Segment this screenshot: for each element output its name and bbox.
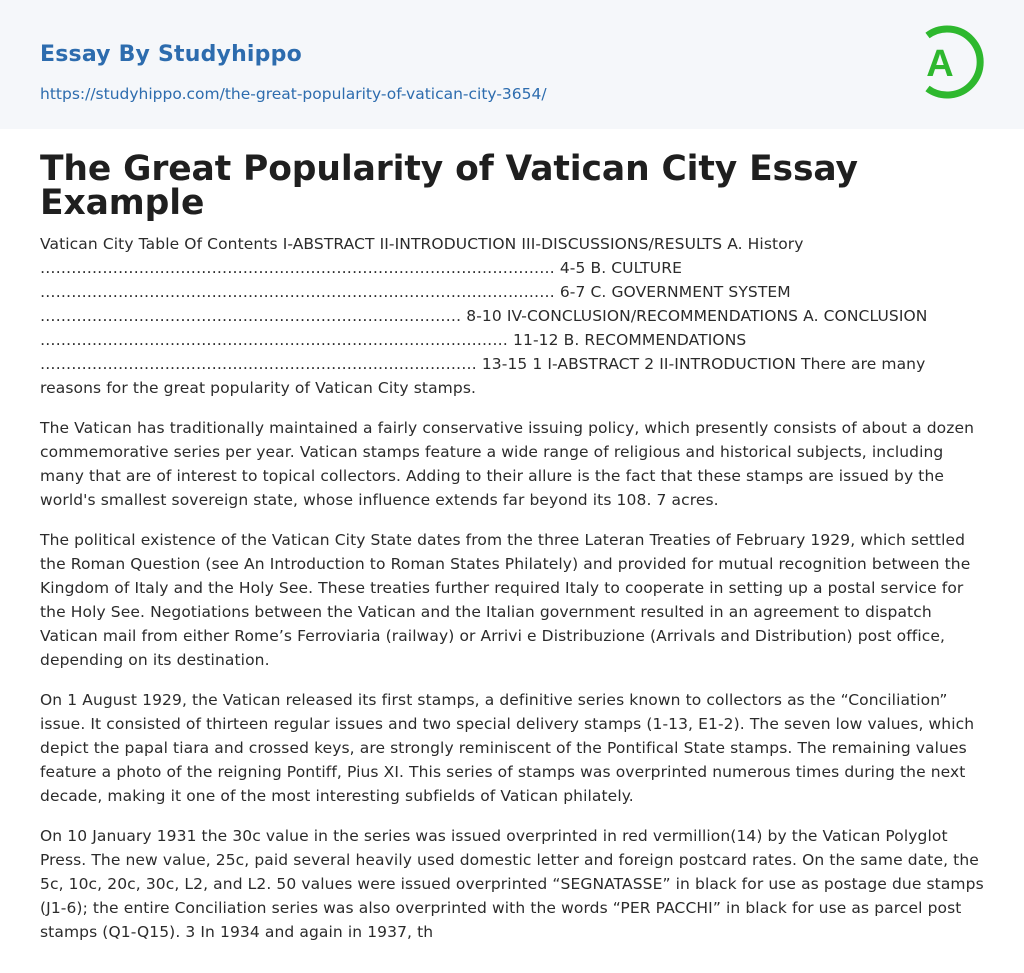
site-header [0,0,1024,129]
essay-paragraph: The political existence of the Vatican City State dates from the three Lateran Treaties of February 1929, which settled the Roman Question (see An Introduction to Roman States Philately) and provided for mutual recognition between the Kingdom of Italy and the Holy See. These treaties further required Italy to cooperate in setting up a postal service for the Holy See. Negotiations between the Vatican and the Italian government resulted in an agreement to dispatch Vatican mail from either Rome’s Ferroviaria (railway) or Arrivi e Distribuzione (Arrivals and Distribution) post office, depending on its destination. [40,531,971,669]
essay-paragraph: On 10 January 1931 the 30c value in the series was issued overprinted in red vermillion(14) by the Vatican Polyglot Press. The new value, 25c, paid several heavily used domestic letter and foreign postcard rates. On the same date, the 5c, 10c, 20c, 30c, L2, and L2. 50 values were issued overprinted “SEGNATASSE” in black for use as postage due stamps (J1-6); the entire Conciliation series was also overprinted with the words “PER PACCHI” in black for use as parcel post stamps (Q1-Q15). 3 In 1934 and again in 1937, th [40,827,984,941]
essay-content [0,129,1024,944]
essay-url-link[interactable]: https://studyhippo.com/the-great-popularity-of-vatican-city-3654/ [40,85,547,103]
essay-paragraph: The Vatican has traditionally maintained a fairly conservative issuing policy, which presently consists of about a dozen commemorative series per year. Vatican stamps feature a wide range of religious and historical subjects, including many that are of interest to topical collectors. Adding to their allure is the fact that these stamps are issued by the world's smallest sovereign state, whose influence extends far beyond its 108. 7 acres. [40,419,975,509]
essay-paragraph: Vatican City Table Of Contents I-ABSTRACT II-INTRODUCTION III-DISCUSSIONS/RESULTS A. History ……………………………………………………………………………………… 4-5 B. CULTURE ……………………………………………………………………………………… 6-7 C. GOVERNMENT SYSTEM ……………………………………………………………………… 8-10 IV-CONCLUSION/RECOMMENDATIONS A. CONCLUSION ……………………………………………………………………………… 11-12 B. RECOMMENDATIONS ………………………………………………………………………… 13-15 1 I-ABSTRACT 2 II-INTRODUCTION There are many reasons for the great popularity of Vatican City stamps. [40,235,928,397]
essay-paragraph: On 1 August 1929, the Vatican released its first stamps, a definitive series known to collectors as the “Conciliation” issue. It consisted of thirteen regular issues and two special delivery stamps (1-13, E1-2). The seven low values, which depict the papal tiara and crossed keys, are strongly reminiscent of the Pontifical State stamps. The remaining values feature a photo of the reigning Pontiff, Pius XI. This series of stamps was overprinted numerous times during the next decade, making it one of the most interesting subfields of Vatican philately. [40,691,975,805]
site-name[interactable]: Essay By Studyhippo [40,42,302,67]
studyhippo-logo-icon[interactable] [912,20,986,104]
essay-title: The Great Popularity of Vatican City Essay Example [40,149,858,223]
logo-letter: A [926,43,954,85]
